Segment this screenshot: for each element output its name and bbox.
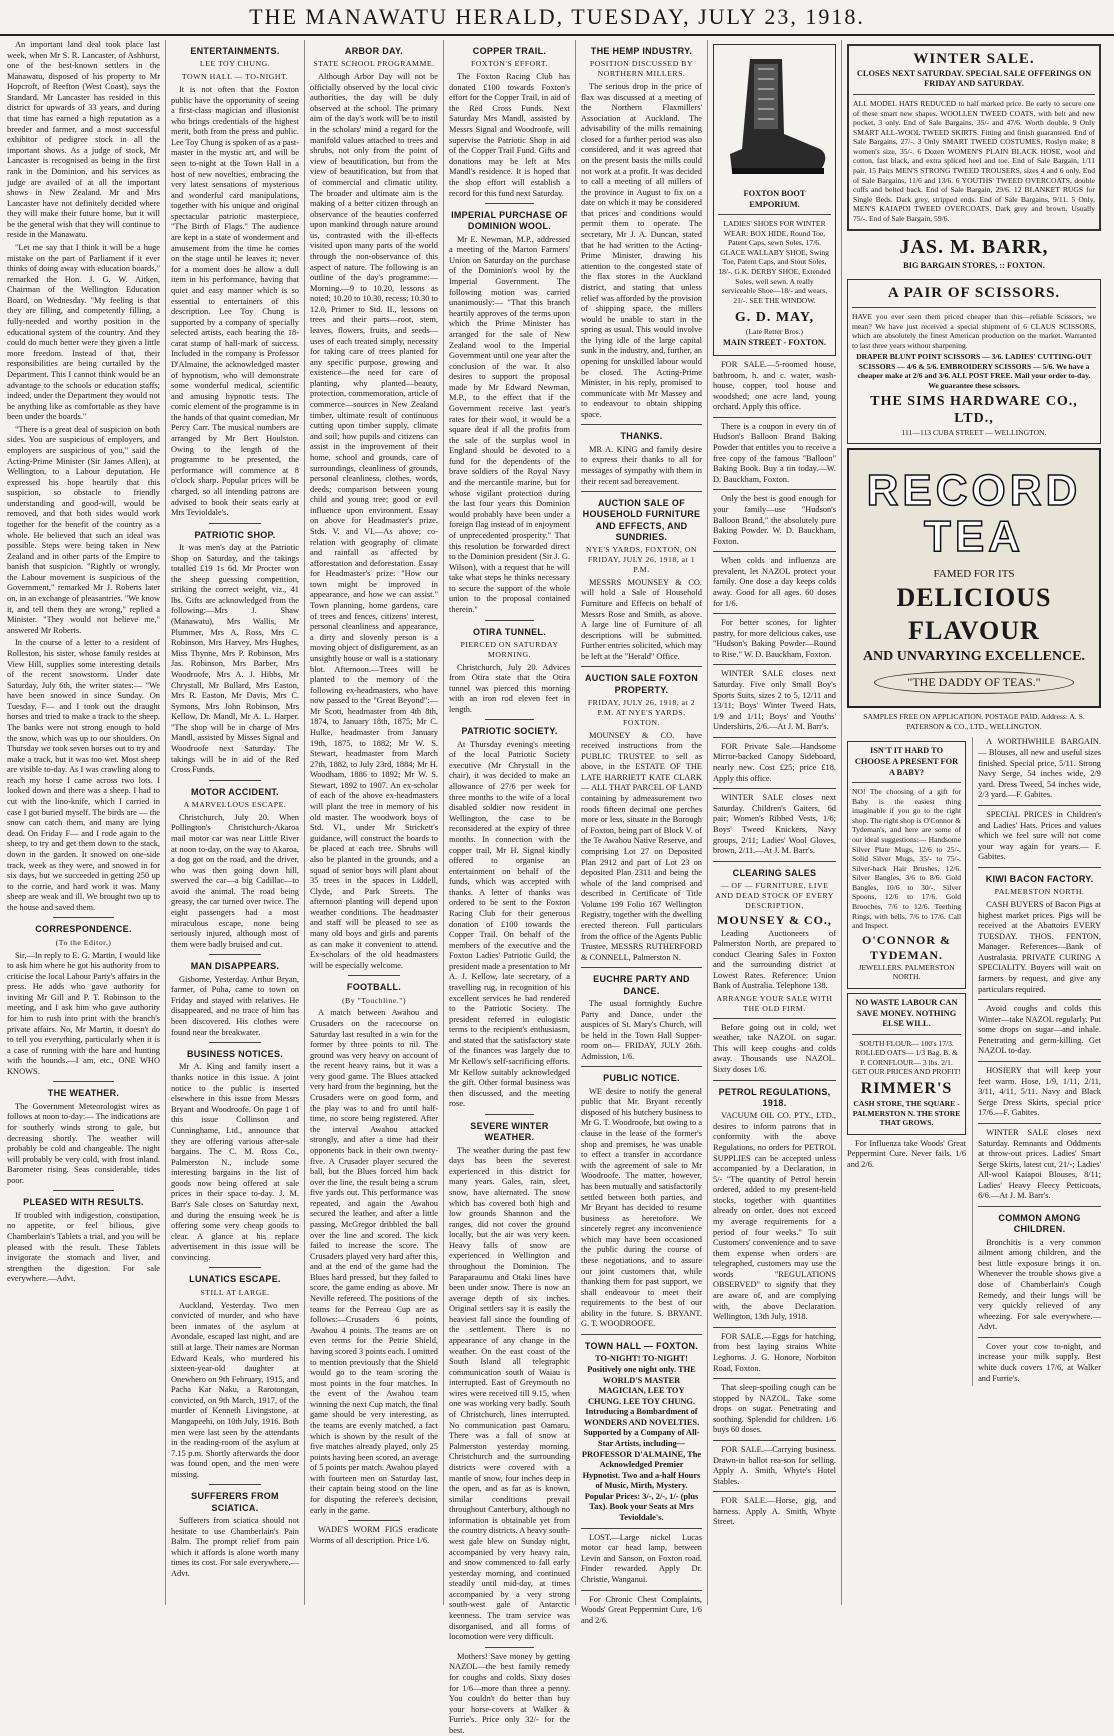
divider	[485, 719, 533, 720]
divider	[713, 1378, 836, 1379]
heading-copper-trail: COPPER TRAIL.	[472, 46, 547, 56]
classified-hudson-coupon: There is a coupon in every tin of Hudson's Balloon Brand Baking Powder that entitles you to receive a free copy of the famous "Balloon" Baking Book. Buy a tin today.—W. D. Bauckham, Foxton.	[713, 421, 836, 484]
divider	[581, 1334, 702, 1335]
heading-pleased: PLEASED WITH RESULTS.	[23, 1197, 144, 1208]
scissors-list: DRAPER BLUNT POINT SCISSORS — 3/6. LADIES' CUTTING-OUT SCISSORS — 4/6 & 5/6. EMBROIDERY SCISSORS — 5/6. We have a cheaper make at 2/6 and 3/6. ALL POST FREE. Mail your order to-day. We guarantee these scissors.	[856, 352, 1092, 390]
notice-lost: LOST.—Large nickel Lucas motor car head lamp, between Levin and Sanson, on Foxton road. Finder rewarded. Apply Dr. Christie, Wanganui.	[581, 1532, 702, 1584]
article-patriotic-society: At Thursday evening's meeting of the local Patriotic Society executive (Mr Chrystall in the chair), it was decided to make an allowance of 27/6 per week for three months to the wife of a local disabled soldier now resident in Wellington, the case to be reconsidered at the expiry of three months. In connection with the copper trail, Mr H. Signal kindly offered to organise an entertainment on behalf of the funds, which was accepted with thanks. A letter of thanks was ordered to be sent to the Foxton Racing Club for their generous donation of £100 towards the Copper Trail. On behalf of the members of the executive and the Foxton Ladies' Patriotic Guild, the president made a presentation to Mr A. J. Kellow, late secretary, of a travelling rug, in recognition of his excellent services he had rendered to the Patriotic Society. The president referred in eulogistic terms to the recipient's enthusiasm, and stated that the satisfactory state of the finances was largely due to Mr Kellow's self-sacrificing efforts. Mr Kellow suitably acknowledged the gift. Other formal business was then discussed, and the meeting rose.	[449, 739, 570, 1109]
advert-winter-sale	[847, 44, 1101, 231]
classified-horse: FOR SALE.—Horse, gig, and harness. Apply A. Smith, Whyte Street.	[713, 1496, 836, 1527]
divider	[209, 780, 260, 781]
masthead	[0, 0, 1114, 36]
record-tea-excellence: AND UNVARYING EXCELLENCE.	[862, 648, 1086, 664]
divider	[53, 1081, 114, 1082]
heading-lunatics-escape: LUNATICS ESCAPE.	[189, 1274, 281, 1285]
classified-private-sale: FOR Private Sale.—Handsome Mirror-backed Canopy Sideboard, nearly new. Cost £25; price £18. Apply this office.	[713, 741, 836, 783]
heading-severe-winter: SEVERE WINTER WEATHER.	[470, 1120, 549, 1143]
boot-emporium-name: FOXTON BOOT EMPORIUM.	[743, 189, 806, 209]
advert-influenza: For Influenza take Woods' Great Peppermint Cure. Never fails. 1/6 and 2/6.	[847, 1138, 967, 1169]
classified-scones: For better scones, for lighter pastry, for more delicious cakes, use "Hudson's Baking Powder—Round to Rise." W. D. Bauckham, Foxton.	[713, 618, 836, 659]
rimmers-address: CASH STORE, THE SQUARE - PALMERSTON N. THE STORE THAT GROWS.	[852, 1099, 961, 1128]
classified-nazol-family: When colds and influenza are prevalent, let NAZOL protect your family. One dose a day keeps colds away. Good for all ages. 60 doses for 1/6.	[713, 556, 836, 608]
divider	[581, 1066, 702, 1067]
heading-petrol-regulations: PETROL REGULATIONS, 1918.	[718, 1086, 831, 1108]
column-8	[972, 737, 1101, 1386]
divider	[348, 1520, 399, 1521]
subheading-lee-toy-chung: LEE TOY CHUNG.	[199, 59, 271, 69]
divider	[209, 523, 260, 524]
boot-illustration	[718, 49, 831, 189]
divider	[978, 1123, 1101, 1124]
column-6	[708, 40, 842, 1605]
heading-hemp-industry: THE HEMP INDUSTRY.	[590, 46, 693, 56]
oconnor-address: JEWELLERS. PALMERSTON NORTH.	[858, 962, 955, 982]
heading-clearing-sales: CLEARING SALES	[732, 867, 817, 878]
waste-text: SOUTH FLOUR— 100's 17/3. ROLLED OATS— 1/3 Bag. B. & P. CORNFLOUR— 3 lbs. 2/1. GET OUR PRICES AND PROFIT!	[852, 1038, 961, 1077]
heading-entertainments: ENTERTAINMENTS.	[190, 46, 280, 56]
heading-common-among-children: COMMON AMONG CHILDREN.	[998, 1212, 1081, 1235]
heading-man-disappears: MAN DISAPPEARS.	[190, 961, 280, 972]
record-tea-agent: SAMPLES FREE ON APPLICATION. POSTAGE PAID. Address: A. S. PATERSON & CO., LTD., WELLINGTON.	[863, 712, 1085, 731]
heading-otira-tunnel: OTIRA TUNNEL.	[472, 626, 547, 637]
divider	[713, 489, 836, 490]
divider	[852, 307, 1096, 308]
column-3	[305, 40, 444, 1605]
classified-house: FOR SALE.—5-roomed house, bathroom, h. and c. water, wash-house, copper, tool house and woodshed; one acre land, young orchard. Apply this office.	[713, 359, 836, 412]
divider	[713, 1327, 836, 1328]
mounsey-name: MOUNSEY & CO.,	[717, 913, 832, 928]
record-tea-famed: FAMED FOR ITS	[933, 568, 1015, 581]
letter-correspondence: Sir,—In reply to E. G. Martin, I would like to ask him where he got his authority from to criticise the local Labour Party's affairs in the press. He adds who gave authority for inviting Mr Gill and P. T. Robinson to the meeting, and I ask him who gave authority for him to rush into print with the branch's private affairs. No, Mr Martin, it doesn't do to tell you everything, particularly when it is a case of running with the hare and hunting with the hounds.—I am, etc., ONE WHO KNOWS.	[7, 950, 160, 1076]
classified-cough: That sleep-spoiling cough can be stopped by NAZOL. Take some drops on sugar. Penetrating and soothing. Splendid for children. 1/6 buys 60 doses.	[713, 1383, 836, 1435]
classified-avoid-coughs: Avoid coughs and colds this Winter—take NAZOL regularly. Put some drops on sugar—and inhale. Penetrating and germ-killing. Get NAZOL to-day.	[978, 1004, 1101, 1056]
article-severe-winter: The weather during the past few days has been the severest experienced in this district for many years. Gales, rain, sleet, snow, have alternated. The snow which has covered both high and low grounds Shannon and the ranges, did not cover the ground locally, but the air was very keen. Heavy falls of snow are experienced in Wellington and throughout the Dominion. The Paraparaumu and Otaki lines have been under snow. There is now an average depth of six inches. Original settlers say it is easily the heaviest fall since the founding of the settlement. There is no appearance of any change in the weather. On the east coast of the South Island all telegraphic communication south of Waiau is interrupted. East of Greymouth no wires were received till 9.15, when one was working very badly. South of Christchurch, lines interrupted. No communication past Oamaru. There was a fall of snow at Palmerston yesterday morning. Christchurch and the surrounding districts were covered with a mantle of snow, four inches deep in the open, and as far as is known, similar conditions prevail throughout Canterbury, although no information is obtainable yet from the country districts. A heavy south-west gale blew on Sunday night, accompanied by very heavy rain, and snow commenced to fall early yesterday morning, and continued steadily until mid-day, at times accompanied by a very strong south-west gale of Antarctic keenness. The tram service was disorganised, and all forms of locomotion were very difficult.	[449, 1145, 570, 1642]
classified-special-prices: SPECIAL PRICES in Children's and Ladies' Hats. Prices and values which we feel sure will not come your way again for years.— F. Gabites.	[978, 809, 1101, 862]
advert-baby-present	[847, 741, 966, 989]
subheading-town-hall: TOWN HALL — TO-NIGHT.	[181, 72, 289, 82]
notice-auction-furniture: MESSRS MOUNSEY & CO. will hold a Sale of Household Furniture and Effects on behalf of Messrs Rose and Smith, as above. A large line of Furniture of all descriptions will be submitted. Further entries solicited, which may be left at the "Herald" Office.	[581, 577, 702, 661]
bottom-row	[847, 737, 1101, 1386]
notice-kiwi-bacon: CASH BUYERS of Bacon Pigs at highest market prices. Pigs will be received at the Abattoirs EVERY TUESDAY. THOS. FENTON, Manager. References—Bank of Australasia. PRIVATE CURING A SPECIALITY. Buyers will wait on farmers by request, and give any particulars required.	[978, 899, 1101, 994]
article-football: A match between Awahou and Crusaders on the racecourse on Saturday last resulted in a win for the former by three points to nil. The ground was very heavy on account of the recent heavy rains, but it was a very good game. The Blues attacked very hard from the beginning, but the Crusaders were on good form, and the play was to and fro until half-time, no score being registered. After the interval Awahou attacked strongly, and after a time had their opponents back in their own twenty-five. A Crusader player secured the ball, but the Blues forced him back over the line, the result being a scrum five yards out. This performance was repeated, and again the Awahou secured the leather, and after a little passing, McGregor dribbled the ball over the line and scored. The kick failed to increase the score. The Crusaders played very hard after this, and at the end of the game had the Blues hard pressed, but they failed to score, the game ending as above. Mr Neville refereed. The positions of the teams for the Perreau Cup are as follows:—Crusaders 6 points, Awahou 4 points. The teams are on even terms for the Petrie Shield, having scored 3 points each. I omitted to mention previously that the Shield would go to the team scoring the most points in the four matches. In the event of the Awahou team winning the next Cup match, the final game should be very interesting, as the teams are evenly matched, a fact which is shown by the result of the five matches already played, only 25 points having been scored, an average of 5 points per match. Awahou played with fourteen men on Saturday last, their captain being stood on the line for disputing the referee's decision, early in the game.	[310, 1008, 438, 1515]
classified-nazol-sugar: Before going out in cold, wet weather, take NAZOL on sugar. This will keep coughs and colds away. Thousands use NAZOL. Sixty doses 1/6.	[713, 1022, 836, 1074]
article-weather: The Government Meteorologist wires as follows at noon to-day:— The indications are for southerly winds strong to gale, but decreasing shortly. The weather will probably be cold and changeable. The night will probably be very cold, with frost inland. Barometer rising. Seas considerable, tides poor.	[7, 1101, 160, 1185]
subheading-school-programme: STATE SCHOOL PROGRAMME.	[313, 59, 435, 69]
divider	[713, 1080, 836, 1081]
heading-patriotic-society: PATRIOTIC SOCIETY.	[461, 726, 558, 737]
advert-boot-emporium	[713, 44, 836, 356]
heading-thanks: THANKS.	[620, 431, 663, 442]
subheading-auction-furniture: NYE'S YARDS, FOXTON, ON FRIDAY, JULY 26, 1918, at 1 P.M.	[585, 545, 698, 575]
advert-worm-figs: WADE'S WORM FIGS eradicate Worms of all description. Price 1/6.	[310, 1525, 438, 1545]
article-patriotic-shop: It was men's day at the Patriotic Shop on Saturday, and the takings totalled £19 1s 6d. Mr Procter won the sheep guessing competition, striking the correct weight, viz., 41 lbs. Gifts are acknowledged from the following:—Mrs J. Shaw (Manawatu), Mrs Wallis, Mr Plummer, Mrs A. Ross, Mrs C. Robinson, Mrs Harvey, Mrs Hughes, Miss Thynne, Mrs P. Robinson, Mrs Jas. Robinson, Mrs Barber, Mrs Woodroofe, Mrs A. J. Hibbs, Mr Chrystall, Mr Bullard, Mrs Easton, Mrs R. Easton, Mr Davis, Mrs C. Symons, Mrs John Robinson, Mrs Kellow, Dr. Mandl, Mr A. L. Harper. "The shop will be in charge of Mrs Mandl, assisted by Misses Signal and Woodroofe next Saturday. The takings will be in aid of the Red Cross Funds.	[171, 542, 299, 775]
divider	[348, 975, 399, 976]
divider	[209, 954, 260, 955]
baby-text: NO! The choosing of a gift for Baby is the easiest thing imaginable if you go to the right shop. The right shop is O'Connor & Tydeman's, and here are some of our ideal suggestions:— Handsome Silver Plate Mugs, 12/6 to 25/-. Solid Silver Mugs, 35/- to 75/-. Silver-back Hair Brushes, 12/6. Silver Bangles, 3/6 to 8/6. Gold Bangles, 10/6 to 30/-. Silver Spoons, 12/6 to 17/6. Gold Brooches, 7/6 to 12/6. Teething Rings, with bells, 7/6 to 17/6. Call and Inspect.	[852, 787, 962, 931]
subheading-clearing-sales: — OF — FURNITURE, LIVE AND DEAD STOCK OF EVERY DESCRIPTION,	[715, 881, 834, 910]
divider	[713, 664, 836, 665]
classified-hudson-best: Only the best is good enough for your family—use "Hudson's Balloon Brand," the absolutely pure Baking Powder. W. D. Bauckham, Foxton.	[713, 494, 836, 546]
article-arbor-day: Although Arbor Day will not be officially observed by the local civic authorities, the day will be duly observed at the school. The primary aim of the day's work will be to instil in the scholars' mind a regard for the manifold values attached to trees and shrubs, not only from the point of view of beautification, but from the view of beautification, but from that of commercial and climatic utility. The broader and ultimate aim is the making of a better citizen through an observance of the beauties conferred upon mankind through nature around us, contrasted with the ill-effects visited upon many parts of the world through the non-observance of this aspect of nature. The following is an outline of the day's programme:— Morning.—9 to 10.20, lessons as noted; 10.20 to 10.30, recess; 10.30 to 12.0, Primer to Std. II., lessons on trees and their parts—root, stem, leaves, flowers, fruits, and seeds—uses of each treated simply, necessity for taking care of trees planted for any specific purpose, growing and existence—the need for care of planting, why planted—beauty, protection, commemoration, article of commerce—sources in New Zealand timber, ultimate result of continuous cutting upon timber supply, climate and soil; how pupils and citizens can assist in the improvement of their home, school and grounds, care of surroundings, cleanliness of grounds, personal cleanliness, clothes, words, deeds; comparison between young child and young tree; good or evil influence upon environment. Essay on above for Headmaster's prize. Stds. V. and VI.—As above; co-relation with geography of climate and rainfall as affected by afforestation and deforestation. Essay for Headmaster's prize: "How our town might be improved in appearance, and how we can assist." Town planning, home gardens, care of trees and fences, citizens' interest, personal cleanliness and appearance, a dirty and slovenly person is a moving object of disfigurement, as an unsightly house or wall is a stationary blot. Afternoon.—Trees will be planted to the memory of the following ex-headmasters, who have now passed to the "Great Beyond":—Mr Scott, headmaster from 4th 8th, 1874, to January 18th, 1875; Mr C. Hulke, headmaster from January 19th, 1875, to 1882; Mr W. S. Stewart, headmaster from March 27th, 1882, to July 23rd, 1884; Mr H. Woodham, 1886 to 1892; Mr W. S. Stewart, 1892 to 1907. An ex-scholar of each of the above ex-headmasters will plant the tree in memory of his old master. The woodwork boys of Std. VI., under Mr Strickett's guidance, will construct the boards to be placed at each tree. Shrubs will also be planted in the grounds, and a squad of senior boys will plant about 35 trees in the spaces in Liddell, Clyde, and Park Streets. The afternoon planting will depend upon weather conditions. The headmaster and staff will be pleased to see as many old boys and girls and parents as can make it convenient to attend. Ex-scholars of the old headmasters will be especially welcome.	[310, 72, 438, 970]
article-motor-accident: Christchurch, July 20. When Pollington's Christchurch-Akaroa mail motor car was near Little River at noon to-day, on the way to Akaroa, a dog got on the road, and the driver, who was then going down hill, swerved the car—a big Cadillac—to avoid the animal. The road being greasy, the car turned over twice. The eight passengers had a most miraculous escape, none being seriously injured, although most of them were badly bruised and cut.	[171, 812, 299, 949]
article-lunatics-escape: Auckland, Yesterday. Two men convicted of murder, and who have been inmates of the asylum at Avondale, escaped last night, and are still at large. Their names are Norman Edward Keals, who murdered his sixteen-year-old daughter at Onewhero on 9th February, 1915, and Pacha Kar Naku, a Rarotongan, convicted, on 9th March, 1917, of the murder of Kenneth Livingstone, at Mangapeehi, on 10th July, 1916. Both men were last seen by the attendants in the reading-room of the asylum at 7.15 p.m. Shortly afterwards the door was found open, and the men were missing.	[171, 1300, 299, 1479]
classified-worthwhile-bargain: A WORTHWHILE BARGAIN.— Blouses, all new and useful sizes finished. Special price, 5/11. Strong Navy Serge, 54 inches wide, 2/9 yard. Dress Tweed, 54 inches wide, 2/3 yard.—F. Gabites.	[978, 737, 1101, 800]
classified-cow-covers: Cover your cow to-night, and increase your milk supply. Best white duck covers 17/6, at Walker and Furrie's.	[978, 1341, 1101, 1383]
divider	[485, 620, 533, 621]
heading-motor-accident: MOTOR ACCIDENT.	[190, 786, 279, 797]
winter-sale-subtitle: CLOSES NEXT SATURDAY. SPECIAL SALE OFFERINGS ON FRIDAY AND SATURDAY.	[856, 68, 1092, 89]
divider	[581, 1528, 702, 1529]
divider	[209, 1484, 260, 1485]
divider	[581, 424, 702, 425]
classified-eggs: FOR SALE.—Eggs for hatching, from best laying strains White Leghorns. J. G. Honore, Norbiton Road, Foxton.	[713, 1331, 836, 1373]
sims-address: 111—113 CUBA STREET — WELLINGTON.	[901, 427, 1047, 437]
divider	[713, 613, 836, 614]
heading-correspondence: CORRESPONDENCE.	[35, 924, 132, 935]
subheading-kiwi-bacon: PALMERSTON NORTH.	[994, 887, 1085, 897]
heading-euchre-party: EUCHRE PARTY AND DANCE.	[593, 974, 690, 996]
oconnor-name: O'CONNOR & TYDEMAN.	[862, 932, 952, 962]
divider	[581, 491, 702, 492]
subheading-touchline: (By "Touchline.")	[341, 995, 407, 1005]
advert-cough-remedy: Bronchitis is a very common ailment among children, and the best little exposure brings it on. Whenever the trouble shows give a dose of Chamberlain's Cough Remedy, and their lungs will be very quickly relieved of any wheezing. For sale everywhere.—Advt.	[978, 1237, 1101, 1332]
divider	[713, 788, 836, 789]
divider	[209, 1267, 260, 1268]
advert-town-hall: TO-NIGHT! TO-NIGHT! Positively one night only. THE WORLD'S MASTER MAGICIAN, LEE TOY CHUNG. LEE TOY CHUNG. Introducing a Bombardment of WONDERS AND NOVELTIES. Supported by a Company of All-Star Artists, including— PROFESSOR D'ALMAINE, The Acknowledged Premier Hypnotist. Two and a-half Hours of Music, Mirth, Mystery. Popular Prices: 3/-, 2/-, 1/- (plus Tax). Book your Seats at Mrs Tevioldale's.	[581, 1354, 702, 1523]
advert-nazol: Mothers! Save money by getting NAZOL—the best family remedy for coughs and colds. Sixty doses for 1/6—more than three a penny. You couldn't do better than buy your horse-covers at Walker & Furrie's. Price only 32/- for the best.	[449, 1651, 570, 1735]
divider	[978, 805, 1101, 806]
divider	[713, 551, 836, 552]
advert-chamberlains-tablets: If troubled with indigestion, constipation, no appetite, or feel bilious, give Chamberlain's Tablets a trial, and you will be pleased with the result. These Tablets invigorate the stomach and liver, and strengthen the digestion. For sale everywhere.—Advt.	[7, 1210, 160, 1284]
barr-address: BIG BARGAIN STORES, :: FOXTON.	[903, 260, 1045, 270]
divider	[581, 666, 702, 667]
notice-thanks: MR A. KING and family desire to express their thanks to all for messages of sympathy with them in their recent sad bereavement.	[581, 444, 702, 486]
article-entertainments: It is not often that the Foxton public have the opportunity of seeing a first-class magician and illusionist who brings credentials of the highest merit, both from the press and public. Lee Toy Chung is spoken of as a past-master in the mystic art, and will be seen to-night at the Town Hall in a host of new novelties, embracing the very latest sensations of mysterious and wonderful card manipulations, together with his unique and original spectacular patriotic masterpiece, "The Birth of Flags." The audience are kept in a state of wonderment and amusement from the time he comes on the stage until he leaves it; never for a moment does he allow a dull item in his performance, having that quiet and easy manner which is so essential to entertainers of this description. Lee Toy Chung is supported by a company of specially selected artists, each bearing the 18-carat stamp of hall-mark of success. Included in the company is Professor D'Almaine, the acknowledged master of hypnotism, who will demonstrate some wonderful medical, scientific and amusing hypnotic tests. The comic element of the programme is in the hands of that quaint comedian, Mr Percy Carr. The musical numbers are arranged by Mr Bert Houlston. Owing to the length of the programme to be presented, the performance will commence at 8 o'clock sharp. Popular prices will be charged, so all intending patrons are advised to book their seats early at Mrs Tevioldale's.	[171, 84, 299, 518]
divider	[852, 782, 961, 783]
article-copper-trail: The Foxton Racing Club has donated £100 towards Foxton's effort for the Copper Trail, in aid of the Red Cross Funds. Next Saturday Mrs Mandl, assisted by Messrs Signal and Woodroofe, will supervise the Patriotic Shop in aid of the Copper Trail Fund. Gifts and donations may be left at Mrs Mandl's residence. It is hoped that the shop effort will establish a record for this fund next Saturday.	[449, 72, 570, 198]
divider	[53, 917, 114, 918]
article-education-boards: "Let me say that I think it will be a huge mistake on the part of Parliament if it ever thinks of doing away with education boards," remarked the Hon. J. G. W. Aitken, Chairman of the Wellington Education Board, on Wednesday. "My feeling is that they are filling, and competently filling, a fully-needed and worthy position in the educational system of the country. And they could do much better were they given a little more freedom. Instead of that, their responsibilities are being curtailed by the Department. This I cannot think would be an advantage to the schools or education staffs; indeed, under the Department they would not be anything like as comfortable as they have been under the boards."	[7, 242, 160, 422]
article-business-notices: Mr A. King and family insert a thanks notice in this issue. A joint notice to the public is inserted elsewhere in this issue from Messrs Bryant and Woodroofe. On page 1 of this issue Collinson and Cunninghame, Ltd., announce that they are offering various after-sale bargains. The C. M. Ross Co., Palmerston N., include some interesting bargains in the list of goods now being offered at sale prices in their space to-day. J. M. Barr's Sale closes on Saturday next, and during the ensuing week he is offering some very cheap goods to clear. A glance at his replace advertisement in this issue will be convincing.	[171, 1062, 299, 1262]
boot-icon	[720, 54, 830, 184]
classified-carrying: FOR SALE.—Carrying business. Drawn-in ballot rea-son for selling. Apply A. Smith, Whyte's Hotel Stables.	[713, 1444, 836, 1486]
column-1	[2, 40, 166, 1605]
column-2	[166, 40, 305, 1605]
divider	[485, 1647, 533, 1648]
advert-rimmers	[847, 993, 966, 1135]
masthead-title: THE MANAWATU HERALD, TUESDAY, JULY 23, 1918.	[249, 4, 865, 29]
heading-auction-furniture: AUCTION SALE OF HOUSEHOLD FURNITURE AND EFFECTS, AND SUNDRIES.	[582, 498, 701, 543]
divider	[485, 203, 533, 204]
column-7a	[847, 737, 966, 1386]
heading-patriotic-shop: PATRIOTIC SHOP.	[194, 529, 276, 540]
article-snowstorm: In the course of a letter to a resident of Rolleston, his sister, whose family resides at View Hill, supplies some interesting details of the recent snowstorm. Under date Saturday, July 6th, the writer states:— "We have been snowed in since Sunday. On Tuesday, F— and I took out the draught horses and tried to make a track to the sheep. The banks were not strong enough to hold the snow, which was up to our shoulders. On Thursday we took seven horses out to try and make a track, but it was too wet. Most sheep are visible to-day. As I was crawling along to reach my horse I came across two lots. I looked down and there was a sheep. I had to cut with the lino-knife, which I carried in case I got buried myself. The birds are — the snow can catch them, and many are lying dead. On Friday F— and I rode again to the sheep, to try and get them down to the stack, down in the garden. It snowed on one-side track, week as they were, and snowed in for six days, but we succeeded in getting 250 up to the corrie, and hard work it was. Many sheep are weak and ill. We brought two up to the house and saved them.	[7, 638, 160, 912]
divider	[713, 1018, 836, 1019]
classified-winter-sale-boys: WINTER SALE closes next Saturday. Five only Small Boy's Sports Suits, sizes 2 to 5, 12/11 and 13/11; Boys' Winter Tweed Hats, 1/9 and 1/11; Boys' and Youths' Undershirts, 2/6.—At J. M. Barr's.	[713, 669, 836, 732]
divider	[852, 1034, 961, 1035]
divider	[978, 1206, 1101, 1207]
article-land-deal: An important land deal took place last week, when Mr S. R. Lancaster, of Ashhurst, one of the best-known settlers in the Manawatu, disposed of his property to Mr Hopcroft, of Reefton (West Coast), says the Standard. Mr Lancaster has resided in this district for upwards of 33 years, and during that time has earned a high reputation as a breeder and farmer, and a most successful exhibitor of pedigree stock in all the important shows. As a judge of stock, Mr Lancaster is recognised as being in the first rank in the Dominion, and his services as judge are availed of at all the important shows in New Zealand. Mr and Mrs Lancaster have not definitely decided where they will make their future home, but it will be the general wish that they will continue to reside in the Manawatu.	[7, 40, 160, 240]
subheading-pierced: PIERCED ON SATURDAY MORNING.	[460, 639, 559, 659]
subheading-foxtons-effort: FOXTON'S EFFORT.	[470, 59, 549, 69]
article-hemp-industry: The serious drop in the price of flax was discussed at a meeting of the Northern Flaxmillers' Association at Auckland. The advisability of the mills remaining closed for a further period was also considered, and it was agreed that on the present basis the mills could not work at a profit. It was decided to call a meeting of all millers of the province in August to fix on a date on which it may be considered that prices and conditions would permit them to operate. The secretary, Mr J. A. Duncan, stated that he had written to the Acting-Prime Minister, drawing his attention to the congested state of the flax stores in the Auckland district, and stating that unless relief was afforded by the provision of shipping space, the millers would be unable to start in the spring as usual. This would involve the lying idle of the large capital sunk in the industry, and, further, an opening for unskilled labour would be closed. The Acting-Prime Minister, in his reply, promised to communicate with Mr Massey and to endeavour to obtain shipping space.	[581, 81, 702, 419]
heading-business-notices: BUSINESS NOTICES.	[186, 1049, 284, 1060]
classified-winter-sale-remnants: WINTER SALE closes next Saturday. Remnants and Oddments at throw-out prices. Ladies' Smart Serge Skirts, latest cut, 21/-; Ladies' All-wool Kaiapoi Blouses, 8/11; Ladies' Heavy Fleecy Petticoats, 6/6.—At J. M. Barr's.	[978, 1127, 1101, 1201]
heading-public-notice: PUBLIC NOTICE.	[603, 1073, 680, 1084]
divider	[713, 1440, 836, 1441]
column-7	[842, 40, 1106, 1605]
subheading-northern-millers: POSITION DISCUSSED BY NORTHERN MILLERS.	[589, 59, 694, 79]
heading-imperial-wool: IMPERIAL PURCHASE OF DOMINION WOOL.	[451, 210, 568, 232]
arrange-sale: ARRANGE YOUR SALE WITH THE OLD FIRM.	[716, 994, 833, 1013]
divider	[713, 1491, 836, 1492]
classified-hosiery: HOSIERY that will keep your feet warm. Hose, 1/9, 1/11, 2/11, 3/11, 4/11, 5/11. Navy and Black Serge Dress Skirts, special price 17/6.—F. Gabites.	[978, 1066, 1101, 1118]
divider	[581, 1590, 702, 1591]
mounsey-text: Leading Auctioneers of Palmerston North, are prepared to conduct Clearing Sales in Foxton and the surrounding district at Lowest Rates. Reference: Union Bank of Australia. Telephone 138.	[713, 928, 836, 991]
advert-pain-balm: Sufferers from sciatica should not hesitate to use Chamberlain's Pain Balm. The prompt relief from pain which it affords is alone worth many times its cost. For sale everywhere.—Advt.	[171, 1516, 299, 1578]
article-suspicion: "There is a great deal of suspicion on both sides. You are suspicious of employers, and employers are suspicious of you," said the Acting-Prime Minister (Sir James Allen), at Wellington, to a Labour deputation. He expressed his hope heartily that this suspicion, so obstacle to friendly understanding and good-will, would be removed, and that both sides would work together for the benefit of the country as a whole. He believed that such an ideal was possible. Steps were being taken in New Zealand and in other parts of the Empire to banish that suspicion. "Rightly or wrongly, the Labour movement is suspicious of the Government," remarked Mr J. Roberts later on, in an exchange of pleasantries. "We know it, and tell them they are wrong," replied a Minister. "They would not believe me," answered Mr Roberts.	[7, 424, 160, 635]
heading-kiwi-bacon: KIWI BACON FACTORY.	[985, 873, 1094, 884]
classified-winter-sale-children: WINTER SALE closes next Saturday. Children's Gaiters, 6d pair; Women's Ribbed Vests, 1/6; Boys' Tweed Knickers, Navy groups, 2/11; Ladies' Wool Gloves, brown, 2/11.—At J. M. Barr's.	[713, 793, 836, 856]
notice-public: WE desire to notify the general public that Mr. Bryant recently disposed of his butchery business to Mr G. T. Woodroofe, but owing to a clause in the lease of the former's shop and premises, he was unable to effect a transfer in accordance with the agreement of sale to Mr Woodroofe. The matter, however, has been mutually and satisfactorily settled between both parties, and Mr Bryant has decided to resume business as heretofore. We sincerely regret any inconvenience which may have been occasioned the public during the course of these negotiations, and to assure our joint customers that, while thanking them for past support, we shall endeavour to meet their requirements to the best of our ability in the future. S. BRYANT. G. T. WOODROOFE.	[581, 1086, 702, 1329]
record-tea-flavour: DELICIOUS FLAVOUR	[896, 583, 1052, 645]
divider	[978, 999, 1101, 1000]
heading-arbor-day: ARBOR DAY.	[344, 46, 404, 56]
divider	[978, 867, 1101, 868]
boot-emporium-text: LADIES' SHOES FOR WINTER WEAR: BOX HIDE, Round Toe, Patent Caps, sewn Soles, 17/6. GLACE WALLABY SHOE, Swing Toe, Patent Caps, and Stout Soles, 18/-. G.K. DERBY SHOE, Extended Soles, well sewn. A really serviceable Shoe—18/- and wears, 21/-. SEE THE WINDOW.	[718, 219, 831, 305]
article-otira-tunnel: Christchurch, July 20. Advices from Otira state that the Otira tunnel was pierced this morning with an iron rod eleven feet in length.	[449, 662, 570, 714]
divider	[718, 214, 831, 215]
notice-petrol-regulations: VACUUM OIL CO. PTY., LTD., desires to inform patrons that in conformity with the above Regulations, no orders for PETROL SUPPLIES can be accepted unless accompanied by a Declaration, in 5/- "The quantity of Petrol herein ordered, added to my present-held stocks, together with quantities already on order, does not exceed my average requirements for a period of four weeks." To suit Customers' convenience and to save them expense when orders are telegraphed, customers may use the words "REGULATIONS OBSERVED" to signify that they are aware of, and are complying with, the above Declaration. Wellington, 13th July, 1918.	[713, 1111, 836, 1322]
heading-sciatica: SUFFERERS FROM SCIATICA.	[191, 1491, 279, 1513]
column-4	[444, 40, 576, 1735]
record-tea-daddy: "THE DADDY OF TEAS."	[874, 671, 1074, 694]
baby-title: ISN'T IT HARD TO CHOOSE A PRESENT FOR A BABY?	[854, 746, 959, 777]
sims-name: THE SIMS HARDWARE CO., LTD.,	[870, 393, 1078, 427]
subheading-still-at-large: STILL AT LARGE.	[200, 1287, 270, 1297]
notice-euchre-party: The usual fortnightly Euchre Party and Dance, under the auspices of St. Mary's Church, will be held in the Town Hall Supper-room on— FRIDAY, JULY 26th. Admission, 1/6.	[581, 998, 702, 1061]
newspaper-page	[2, 40, 1112, 1735]
subheading-marvellous-escape: A MARVELLOUS ESCAPE.	[183, 800, 287, 810]
boot-owner-note: (Late Retter Bros.)	[745, 326, 804, 336]
divider	[978, 1337, 1101, 1338]
scissors-text: HAVE you ever seen them priced cheaper than this—reliable Scissors, we mean? We have just received a special shipment of 6 CLAUS SCISSORS, which are absolutely the finest American production on the market. Warranted to last three years without sharpening.	[852, 312, 1096, 350]
divider	[581, 967, 702, 968]
waste-title: NO WASTE LABOUR CAN SAVE MONEY. NOTHING ELSE WILL.	[855, 997, 958, 1029]
column-5	[576, 40, 708, 1625]
heading-football: FOOTBALL.	[346, 982, 402, 993]
advert-record-tea	[847, 448, 1101, 708]
divider	[978, 1061, 1101, 1062]
rimmers-name: RIMMER'S	[860, 1079, 953, 1097]
divider	[713, 417, 836, 418]
boot-owner: G. D. MAY,	[734, 310, 815, 326]
boot-address: MAIN STREET - FOXTON.	[723, 338, 826, 348]
divider	[53, 1190, 114, 1191]
heading-auction-property: AUCTION SALE FOXTON PROPERTY.	[584, 673, 699, 695]
notice-auction-property: MOUNSEY & CO. have received instructions from the PUBLIC TRUSTEE to sell as above, in the ESTATE OF THE LATE HARRIETT KATE CLARK— ALL THAT PARCEL OF LAND containing by admeasurement two roods fifteen decimal one perches more or less, situate in the Borough of Foxton, being part of Block V. of the Te Awahou Native Reserve, and comprising Lot 27 on Deposited Plan 2912 and part of Lot 23 on deposited Plan 2311 and being the whole of the land comprised and described in Certificate of Title Volume 199 Folio 167 Wellington Registry, together with the dwelling erected thereon. Full particulars from the office of the Agents Public Trustee, MESSRS RUTHERFORD & CONNELL, Palmerston N.	[581, 730, 702, 962]
divider	[713, 861, 836, 862]
divider	[713, 737, 836, 738]
divider	[209, 1042, 260, 1043]
barr-name: JAS. M. BARR,	[899, 236, 1049, 259]
winter-sale-items: ALL MODEL HATS REDUCED to half marked price. Be early to secure one of these smart new shapes. WOOLLEN TWEED COATS, with belt and new pocket, 3 only. End of Sale Bargains, 35/- and 47/6. Worth double. 9 Only SMART ALL-WOOL TWEED SKIRTS. Fitting and finish guaranteed. End of Sale Bargains, 27/-. 3 Only SMART TWEED COSTUMES, Roslyn make; 8 women's size, 35/-. 6 Dozen WOMEN'S PLAIN BLACK HOSE, wool and cotton, fast black, and extra spliced heel and toe. End of Sale Bargain, 1/11 pair. 15 Pairs MEN'S STRONG TWEED TROUSERS, sizes 4 and 6 only. End of Sale Bargains, 11/6 and 13/6. 6 YOUTHS' TWEED OVERCOATS, double cuffs and belted back. End of Sale Bargain, 29/6. 12 BLANKET RUGS for Single Beds. Dark grey, stripped ends. End of Sale Bargains, 9/11. 5 Only, MEN'S KAIAPOI TWEED OVERCOATS. Dark grey and brown. Usually 75/-. End of Sale Bargain, 59/6.	[853, 99, 1095, 223]
heading-weather: THE WEATHER.	[47, 1088, 120, 1099]
divider	[485, 1114, 533, 1115]
subheading-to-editor: (To the Editor.)	[55, 937, 112, 947]
heading-town-hall: TOWN HALL — FOXTON.	[584, 1341, 699, 1352]
advert-scissors	[847, 279, 1101, 444]
winter-sale-title: WINTER SALE.	[913, 51, 1035, 67]
subheading-auction-property: FRIDAY, JULY 26, 1918, at 2 P.M. AT NYE'S YARDS, FOXTON.	[587, 698, 696, 727]
article-imperial-wool: Mr E. Newman, M.P., addressed a meeting of the Marton Farmers' Union on Saturday on the purchase of the Dominion's wool by the Imperial Government. The following motion was carried unanimously:— "That this branch heartily approves of the terms upon which the Prime Minister has arranged for the sale of New Zealand wool to the Imperial Government until one year after the conclusion of the war. It also desires to support the proposal made by Mr Edward Newman, M.P., to the effect that if the Government receive last year's rates for their wool, it would be a square deal if all the profits from the sale of the surplus wool in England should be devoted to a fund for the dependents of the brave soldiers of the Royal Navy and the mercantile marine, but for whose vigilant protection during the last four years this Dominion would probably have been under a foreign flag instead of in enjoyment of unprecedented prosperity." That this resolution be forwarded direct to the Dominion president (Sir J. G. Wilson), with a request that he will take what steps he thinks necessary to secure the support of the whole union to the proposal contained therein."	[449, 234, 570, 614]
advert-peppermint-cure: For Chronic Chest Complaints, Woods' Great Peppermint Cure, 1/6 and 2/6.	[581, 1594, 702, 1625]
scissors-title: A PAIR OF SCISSORS.	[887, 285, 1061, 302]
record-tea-logo: RECORD TEA	[866, 466, 1082, 562]
article-man-disappears: Gisborne, Yesterday. Arthur Bryan, farmer, of Puha, came to town on Friday and stayed with relatives. He disappeared, and no trace of him has been discovered. His clothes were found near the breakwater.	[171, 974, 299, 1037]
divider	[853, 94, 1095, 95]
